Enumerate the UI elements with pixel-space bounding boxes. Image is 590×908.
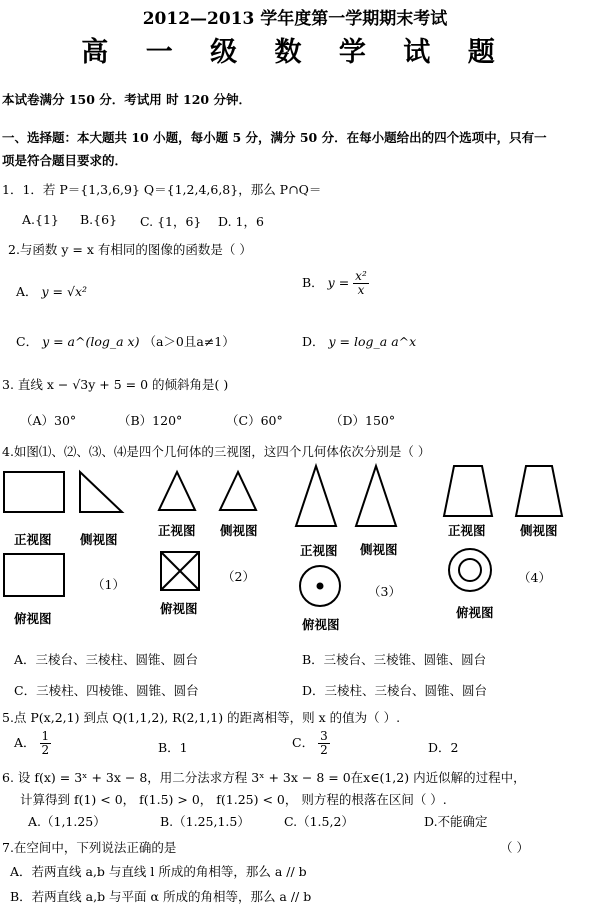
q5-option-c-label: C． (292, 735, 315, 750)
q1-stem: 1．1．若 P＝{1,3,6,9} Q＝{1,2,4,6,8}，那么 P∩Q＝ (2, 182, 322, 197)
q2-option-a (16, 282, 87, 300)
fig2-front-caption: 正视图 (158, 523, 196, 538)
fig3-front-triangle (296, 466, 336, 526)
section1-line1: 一、选择题：本大题共 10 小题，每小题 5 分，满分 50 分．在每小题给出的四个选项中，只有一 (2, 130, 547, 145)
q7-stem: 7.在空间中，下列说法正确的是 (2, 840, 177, 855)
fig3-front-caption: 正视图 (300, 543, 338, 558)
fig2-front-triangle (159, 472, 195, 510)
q2-option-b-numerator: x² (355, 269, 367, 283)
q1-option-c: C. {1，6} (140, 214, 202, 229)
q5-option-a-numerator: 1 (41, 729, 50, 743)
q5-stem: 5.点 P(x,2,1) 到点 Q(1,1,2), R(2,1,1) 的距离相等，则 x 的值为（ ）. (2, 710, 401, 725)
q5-option-d: D．2 (428, 740, 459, 755)
q6-line1: 6. 设 f(x) = 3ˣ + 3x − 8，用二分法求方程 3ˣ + 3x − 8 = 0在x∈(1,2) 内近似解的过程中， (2, 770, 526, 785)
fig4-side-trapezoid (516, 466, 562, 516)
q2-option-d-expr: y = log_a a^x (328, 334, 417, 349)
q7-option-a: A．若两直线 a,b 与直线 l 所成的角相等，那么 a // b (10, 864, 307, 879)
fig4-front-trapezoid (444, 466, 492, 516)
q2-option-d (302, 332, 416, 350)
fig4-top-inner-circle (459, 559, 481, 581)
q4-option-c: C．三棱柱、四棱锥、圆锥、圆台 (14, 683, 199, 698)
exam-title: 2012—2013 学年度第一学期期末考试 (142, 9, 448, 29)
fig4-side-caption: 侧视图 (520, 523, 558, 538)
q6-option-b: B.（1.25,1.5） (160, 814, 250, 829)
fig2-side-caption: 侧视图 (220, 523, 258, 538)
fig3-side-triangle (356, 466, 396, 526)
fig3-top-caption: 俯视图 (302, 617, 340, 632)
fig2-top-caption: 俯视图 (160, 601, 198, 616)
q7-answer-paren: （ ） (500, 840, 529, 855)
q5-option-b: B．1 (158, 740, 188, 755)
q5-option-a-denominator: 2 (41, 743, 50, 757)
fig1-front-rect (4, 472, 64, 512)
fig1-label: （1） (92, 577, 125, 592)
q2-option-b-label: B． (302, 275, 324, 290)
q3-option-b: （B）120° (118, 413, 183, 428)
fig2-label: （2） (222, 569, 255, 584)
q5-option-c (292, 730, 330, 757)
q6-option-a: A.（1,1.25） (28, 814, 106, 829)
fig1-side-triangle (80, 472, 122, 512)
q5-option-a-fraction (40, 730, 52, 757)
figure2-views (155, 468, 265, 618)
fig3-side-caption: 侧视图 (360, 542, 398, 557)
fig1-side-caption: 侧视图 (80, 532, 118, 547)
q2-option-b-denominator: x (357, 283, 365, 297)
q5-option-a-label: A． (14, 735, 36, 750)
q6-option-c: C.（1.5,2） (284, 814, 354, 829)
fig4-top-caption: 俯视图 (456, 605, 494, 620)
fig4-top-outer-circle (449, 549, 491, 591)
q4-option-b: B．三棱台、三棱锥、圆锥、圆台 (302, 652, 487, 667)
q2-option-c (16, 332, 235, 350)
q5-option-c-numerator: 3 (320, 729, 328, 743)
q4-option-a: A．三棱台、三棱柱、圆锥、圆台 (14, 652, 199, 667)
q2-option-a-expr: y = √x² (41, 284, 88, 299)
q5-option-a (14, 730, 51, 757)
q4-stem: 4.如图⑴、⑵、⑶、⑷是四个几何体的三视图，这四个几何体依次分别是（ ） (2, 444, 431, 459)
q2-stem: 2.与函数 y = x 有相同的图像的函数是（ ） (8, 242, 252, 257)
q3-option-a: （A）30° (20, 413, 77, 428)
q3-option-d: （D）150° (330, 413, 396, 428)
q5-option-c-denominator: 2 (320, 743, 328, 757)
fig1-top-rect (4, 554, 64, 596)
fig1-front-caption: 正视图 (14, 532, 52, 547)
q1-option-a: A.{1} (22, 212, 59, 227)
q2-option-c-expr: y = a^(log_a x) (42, 334, 140, 349)
exam-subject-title: 高 一 级 数 学 试 题 (81, 37, 509, 68)
q2-option-c-condition: （a＞0且a≠1） (143, 334, 235, 349)
fig2-side-triangle (220, 472, 256, 510)
fig4-label: （4） (518, 570, 551, 585)
q5-option-c-fraction (318, 730, 330, 757)
q1-option-b: B.{6} (80, 212, 118, 227)
q2-option-d-label: D． (302, 334, 325, 349)
q4-option-d: D．三棱柱、三棱台、圆锥、圆台 (302, 683, 488, 698)
q7-option-b: B．若两直线 a,b 与平面 α 所成的角相等，那么 a // b (10, 889, 312, 904)
q2-option-a-label: A． (16, 284, 38, 299)
fig1-top-caption: 俯视图 (14, 611, 52, 626)
q2-option-c-label: C． (16, 334, 39, 349)
intro-text: 本试卷满分 150 分．考试用 时 120 分钟． (2, 92, 251, 107)
fig3-label: （3） (368, 584, 401, 599)
q6-line2: 计算得到 f(1) < 0， f(1.5) > 0， f(1.25) < 0， 则方程的根落在区间（ ）. (20, 792, 447, 807)
q2-option-b-lhs: y = (327, 275, 350, 290)
q3-option-c: （C）60° (226, 413, 283, 428)
fig3-top-center-dot (317, 583, 324, 590)
q2-option-b (302, 270, 369, 297)
q3-stem: 3. 直线 x − √3y + 5 = 0 的倾斜角是( ) (2, 377, 229, 392)
section1-line2: 项是符合题目要求的． (2, 153, 128, 168)
q6-option-d: D.不能确定 (424, 814, 488, 829)
q1-option-d: D. 1，6 (218, 214, 264, 229)
fig4-front-caption: 正视图 (448, 523, 486, 538)
q2-option-b-fraction (353, 270, 369, 297)
